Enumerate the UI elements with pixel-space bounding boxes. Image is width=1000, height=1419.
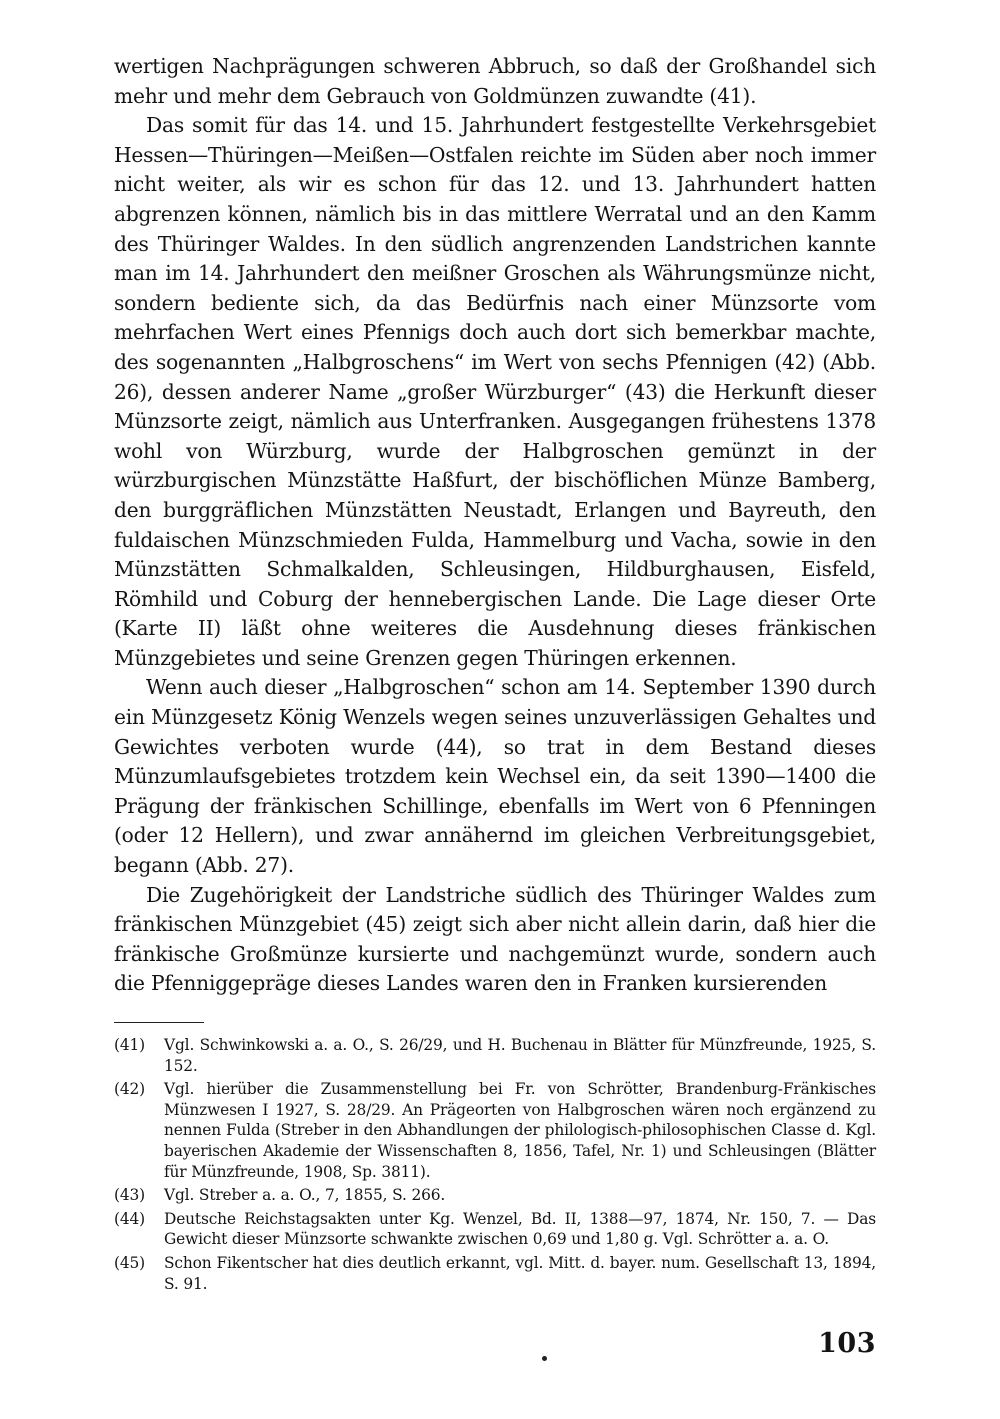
footnotes bbox=[114, 1035, 876, 1297]
footnote-45 bbox=[114, 1253, 876, 1294]
footnote-divider bbox=[114, 1022, 204, 1023]
footnote-text: Schon Fikentscher hat dies deutlich erkannt, vgl. Mitt. d. bayer. num. Gesellschaft 13, 1894, S. 91. bbox=[164, 1253, 876, 1293]
paragraph-continuation: wertigen Nachprägungen schweren Abbruch, so daß der Großhandel sich mehr und mehr dem Gebrauch von Goldmünzen zuwandte (41). bbox=[114, 54, 876, 108]
footnote-43 bbox=[114, 1185, 876, 1206]
page-number: 103 bbox=[818, 1328, 876, 1359]
printer-dot bbox=[542, 1356, 547, 1361]
footnote-42 bbox=[114, 1079, 876, 1182]
footnote-41 bbox=[114, 1035, 876, 1076]
footnote-number: (45) bbox=[114, 1253, 145, 1272]
footnote-text: Vgl. Streber a. a. O., 7, 1855, S. 266. bbox=[164, 1186, 446, 1205]
footnote-text: Vgl. Schwinkowski a. a. O., S. 26/29, und H. Buchenau in Blätter für Münzfreunde, 1925, S. 152. bbox=[164, 1036, 876, 1075]
footnote-text: Vgl. hierüber die Zusammenstellung bei Fr. von Schrötter, Brandenburg-Fränkisches Münzwesen I 1927, S. 28/29. An Prägeorten von Halbgroschen wären noch ergänzend zu nennen Fulda (Streber in den Abhandlungen der philologisch-philosophischen Classe d. Kgl. bayerischen Akademie der Wissenschaften 8, 1856, Tafel, Nr. 1) und Schleusingen (Blätter für Münzfreunde, 1908, Sp. 3811). bbox=[164, 1080, 876, 1181]
footnote-44 bbox=[114, 1209, 876, 1250]
footnote-number: (42) bbox=[114, 1080, 145, 1099]
body-text bbox=[114, 52, 876, 999]
footnote-text: Deutsche Reichstagsakten unter Kg. Wenzel, Bd. II, 1388—97, 1874, Nr. 150, 7. — Das Gewicht dieser Münzsorte schwankte zwischen 0,69 und 1,80 g. Vgl. Schrötter a. a. O. bbox=[164, 1209, 876, 1249]
footnote-number: (41) bbox=[114, 1036, 145, 1054]
footnote-number: (44) bbox=[114, 1209, 145, 1228]
footnote-number: (43) bbox=[114, 1186, 145, 1205]
paragraph-halbgroschen: Wenn auch dieser „Halbgroschen“ schon am 14. September 1390 durch ein Münzgesetz König Wenzels wegen seines unzuverlässigen Gehaltes und Gewichtes verboten wurde (44), so trat in dem Bestand dieses Münzumlaufsgebietes trotzdem kein Wechsel ein, da seit 1390—1400 die Prägung der fränkischen Schillinge, ebenfalls im Wert von 6 Pfenningen (oder 12 Hellern), und zwar annähernd im gleichen Verbreitungsgebiet, begann (Abb. 27). bbox=[114, 675, 876, 878]
paragraph-verkehrsgebiet: Das somit für das 14. und 15. Jahrhundert festgestellte Verkehrsgebiet Hessen—Thüringen—Meißen—Ostfalen reichte im Süden aber noch immer nicht weiter, als wir es schon für das 12. und 13. Jahrhundert hatten abgrenzen können, nämlich bis in das mittlere Werratal und an den Kamm des Thüringer Waldes. In den südlich angrenzenden Landstrichen kannte man im 14. Jahrhundert den meißner Groschen als Währungsmünze nicht, sondern bediente sich, da das Bedürfnis nach einer Münzsorte vom mehrfachen Wert eines Pfennigs doch auch dort sich bemerkbar machte, des sogenannten „Halbgroschens“ im Wert von sechs Pfennigen (42) (Abb. 26), dessen anderer Name „großer Würzburger“ (43) die Herkunft dieser Münzsorte zeigt, nämlich aus Unterfranken. Ausgegangen frühestens 1378 wohl von Würzburg, wurde der Halbgroschen gemünzt in der würzburgischen Münzstätte Haßfurt, der bischöflichen Münze Bamberg, den burggräflichen Münzstätten Neustadt, Erlangen und Bayreuth, den fuldaischen Münzschmieden Fulda, Hammelburg und Vacha, sowie in den Münzstätten Schmalkalden, Schleusingen, Hildburghausen, Eisfeld, Römhild und Coburg der hennebergischen Lande. Die Lage dieser Orte (Karte II) läßt ohne weiteres die Ausdehnung dieses fränkischen Münzgebietes und seine Grenzen gegen Thüringen erkennen. bbox=[114, 113, 876, 670]
paragraph-zugehoerigkeit: Die Zugehörigkeit der Landstriche südlich des Thüringer Waldes zum fränkischen Münzgebiet (45) zeigt sich aber nicht allein darin, daß hier die fränkische Großmünze kursierte und nachgemünzt wurde, sondern auch die Pfenniggepräge dieses Landes waren den in Franken kursierenden bbox=[114, 882, 876, 996]
